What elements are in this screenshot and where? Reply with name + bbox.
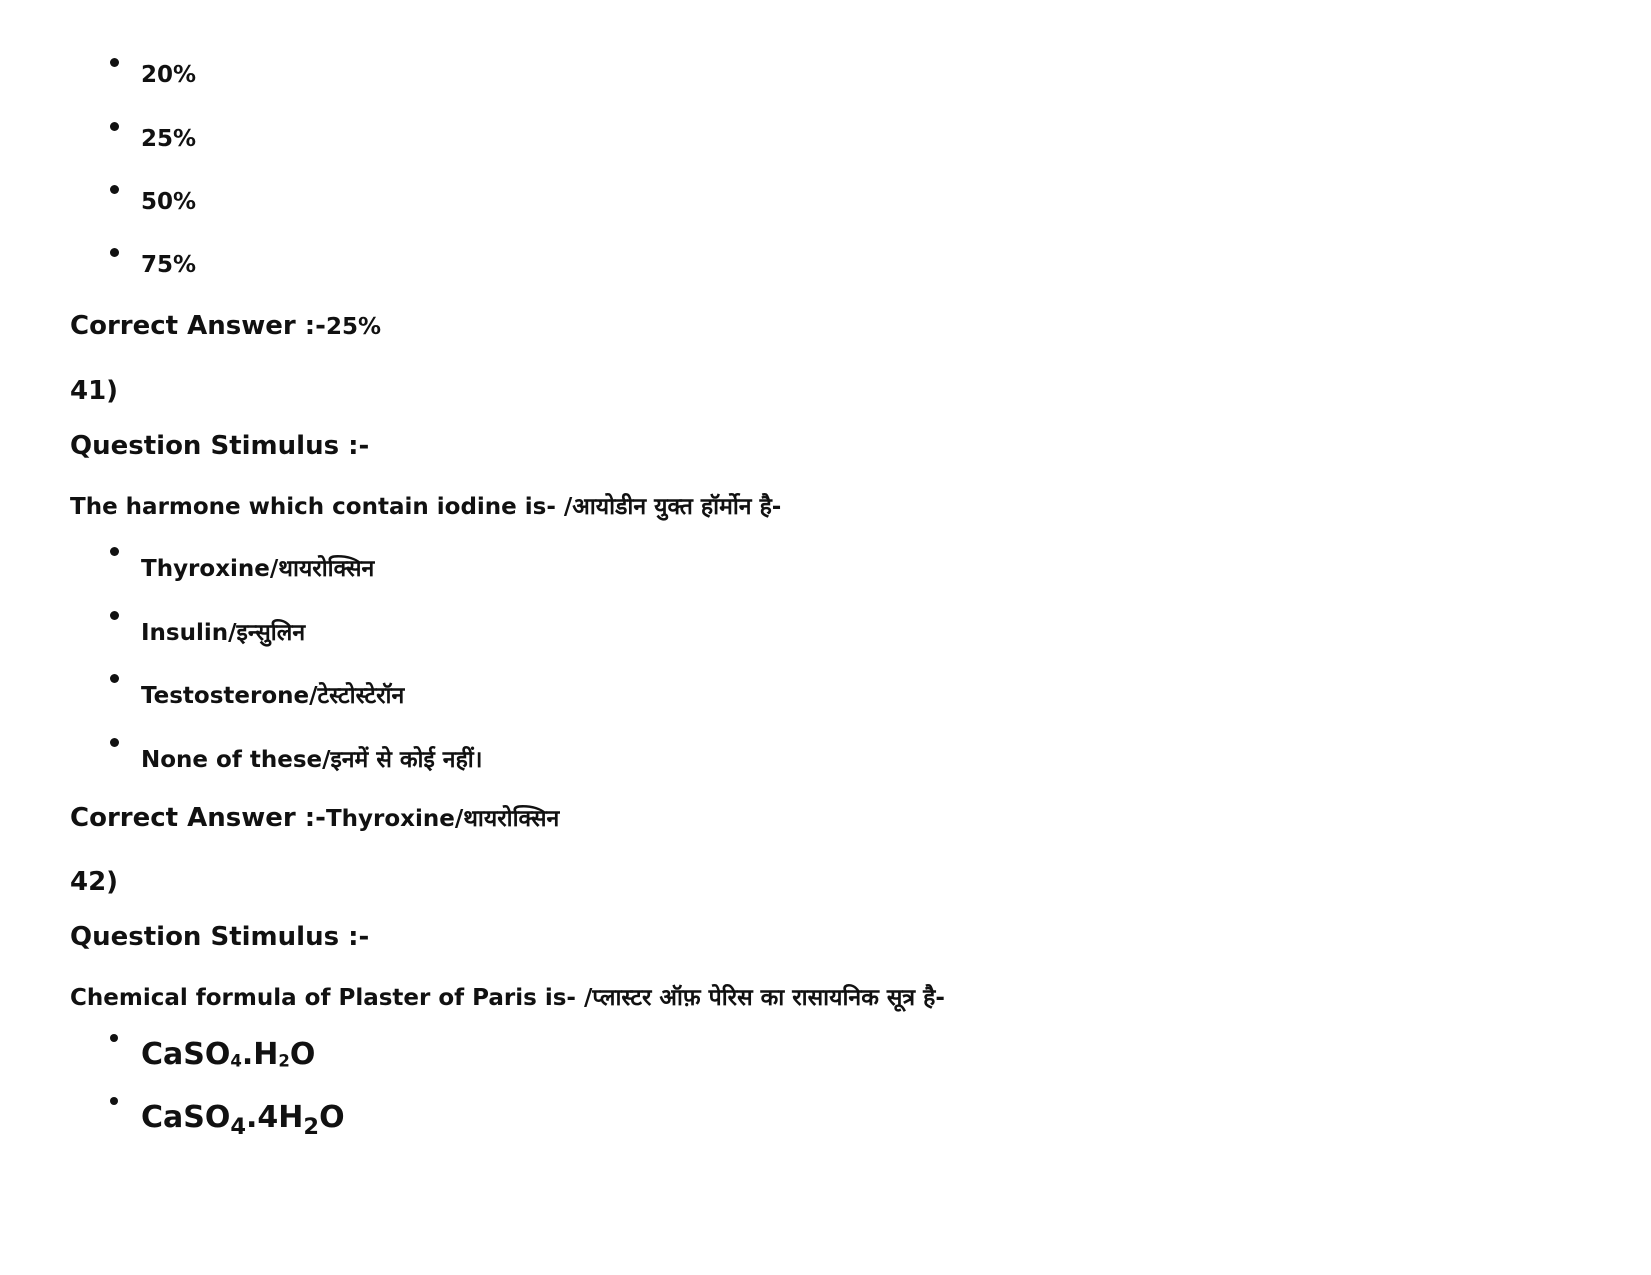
- option-text: Testosterone/टेस्टोस्टेरॉन: [141, 683, 405, 709]
- correct-answer: [70, 311, 381, 341]
- bullet-icon: [110, 122, 119, 131]
- formula-part: .4H: [246, 1100, 304, 1135]
- formula-subscript: 2: [303, 1113, 320, 1140]
- question-number: 42): [70, 867, 119, 897]
- correct-answer-label: Correct Answer :-: [70, 803, 326, 833]
- option-text: [141, 1037, 315, 1072]
- correct-answer: [70, 801, 559, 833]
- bullet-icon: [110, 58, 119, 67]
- correct-answer-label: Correct Answer :-: [70, 311, 326, 341]
- question-stimulus-label: Question Stimulus :-: [70, 431, 370, 461]
- formula-part: .H: [241, 1037, 279, 1072]
- bullet-icon: [110, 547, 119, 556]
- formula-subscript: 4: [230, 1051, 242, 1071]
- option-text: 50%: [141, 189, 197, 215]
- option-text: None of these/इनमें से कोई नहीं।: [141, 747, 483, 773]
- option-text: Thyroxine/थायरोक्सिन: [141, 556, 375, 582]
- bullet-icon: [110, 248, 119, 257]
- correct-answer-value: 25%: [325, 314, 381, 340]
- formula-subscript: 4: [230, 1113, 247, 1140]
- formula-part: O: [319, 1100, 345, 1135]
- formula-part: O: [289, 1037, 316, 1072]
- option-text: 25%: [141, 126, 197, 152]
- bullet-icon: [110, 611, 119, 620]
- option-text: 20%: [141, 62, 197, 88]
- formula-subscript: 2: [278, 1051, 290, 1071]
- option-text: Insulin/इन्सुलिन: [141, 620, 306, 646]
- bullet-icon: [110, 185, 119, 194]
- question-stimulus-text: Chemical formula of Plaster of Paris is- /प्लास्टर ऑफ़ पेरिस का रासायनिक सूत्र है-: [70, 985, 945, 1011]
- bullet-icon: [110, 1034, 118, 1042]
- option-text: 75%: [141, 252, 197, 278]
- bullet-icon: [110, 674, 119, 683]
- formula-part: CaSO: [141, 1100, 231, 1135]
- question-stimulus-text: The harmone which contain iodine is- /आयोडीन युक्त हॉर्मोन है-: [70, 494, 782, 520]
- option-text: [141, 1100, 345, 1140]
- question-number: 41): [70, 376, 119, 406]
- question-stimulus-label: Question Stimulus :-: [70, 922, 370, 952]
- correct-answer-value: Thyroxine/थायरोक्सिन: [325, 806, 560, 832]
- bullet-icon: [110, 1097, 118, 1105]
- bullet-icon: [110, 738, 119, 747]
- formula-part: CaSO: [141, 1037, 231, 1072]
